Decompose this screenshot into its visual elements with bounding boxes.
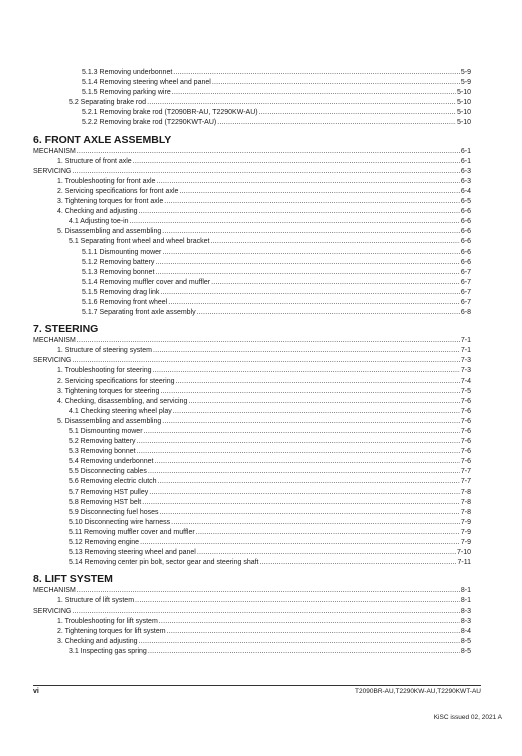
dot-leader — [139, 637, 460, 647]
toc-entry[interactable] — [33, 98, 471, 108]
dot-leader — [72, 607, 459, 617]
toc-entry[interactable] — [33, 607, 471, 617]
toc-entry-title: 1. Troubleshooting for steering — [57, 367, 152, 375]
dot-leader — [142, 498, 460, 508]
toc-entry-page: 7-9 — [460, 528, 471, 536]
toc-entry[interactable] — [33, 187, 471, 197]
toc-entry-page: 7-8 — [460, 488, 471, 496]
dot-leader — [133, 157, 460, 167]
toc-entry[interactable] — [33, 248, 471, 258]
toc-entry-page: 7-6 — [460, 438, 471, 446]
dot-leader — [155, 258, 460, 268]
toc-entry-page: 6-1 — [460, 157, 471, 165]
toc-entry[interactable] — [33, 308, 471, 318]
toc-entry-page: 5-10 — [456, 89, 471, 97]
toc-entry-title: 5.2 Separating brake rod — [69, 99, 147, 107]
toc-entry[interactable] — [33, 397, 471, 407]
toc-entry[interactable] — [33, 407, 471, 417]
toc-entry-title: 5.11 Removing muffler cover and muffler — [69, 528, 195, 536]
dot-leader — [210, 237, 459, 247]
toc-entry[interactable] — [33, 366, 471, 376]
dot-leader — [137, 447, 460, 457]
toc-entry-page: 7-7 — [460, 468, 471, 476]
toc-entry[interactable] — [33, 387, 471, 397]
toc-entry-page: 6-6 — [460, 248, 471, 256]
toc-entry[interactable] — [33, 467, 471, 477]
toc-entry-page: 7-9 — [460, 539, 471, 547]
toc-entry-page: 8-1 — [460, 597, 471, 605]
dot-leader — [149, 488, 460, 498]
toc-entry-page: 7-3 — [460, 367, 471, 375]
toc-entry-title: 4.1 Checking steering wheel play — [69, 407, 172, 415]
toc-entry[interactable] — [33, 167, 471, 177]
toc-entry[interactable] — [33, 427, 471, 437]
dot-leader — [259, 108, 456, 118]
toc-entry-title: SERVICING — [33, 607, 72, 615]
toc-entry-title: MECHANISM — [33, 147, 76, 155]
dot-leader — [188, 397, 460, 407]
dot-leader — [140, 538, 460, 548]
toc-entry-page: 8-3 — [460, 607, 471, 615]
dot-leader — [173, 407, 460, 417]
toc-entry-title: 5. Disassembling and assembling — [57, 417, 162, 425]
toc-entry-page: 7-8 — [460, 498, 471, 506]
dot-leader — [137, 437, 460, 447]
toc-entry-title: 5.1.6 Removing front wheel — [82, 298, 168, 306]
toc-entry[interactable] — [33, 377, 471, 387]
toc-entry-page: 7-5 — [460, 387, 471, 395]
toc-entry-page: 6-3 — [460, 167, 471, 175]
toc-entry-page: 6-3 — [460, 177, 471, 185]
toc-entry-title: 5.8 Removing HST belt — [69, 498, 142, 506]
toc-entry[interactable] — [33, 447, 471, 457]
toc-entry-page: 7-8 — [460, 508, 471, 516]
toc-entry[interactable] — [33, 336, 471, 346]
toc-entry[interactable] — [33, 346, 471, 356]
dot-leader — [176, 377, 460, 387]
toc-entry-page: 7-6 — [460, 448, 471, 456]
toc-entry-page: 7-3 — [460, 357, 471, 365]
toc-entry[interactable] — [33, 457, 471, 467]
toc-entry-title: 5.1 Separating front wheel and wheel bracket — [69, 238, 210, 246]
toc-entry[interactable] — [33, 558, 471, 568]
toc-entry[interactable] — [33, 298, 471, 308]
toc-entry[interactable] — [33, 157, 471, 167]
dot-leader — [162, 227, 460, 237]
table-of-contents — [33, 68, 471, 657]
dot-leader — [167, 627, 460, 637]
toc-entry-title: 5. Disassembling and assembling — [57, 228, 162, 236]
toc-entry-page: 5-10 — [456, 109, 471, 117]
toc-entry-title: 1. Structure of lift system — [57, 597, 135, 605]
toc-entry[interactable] — [33, 68, 471, 78]
toc-entry-title: 5.1.4 Removing muffler cover and muffler — [82, 278, 211, 286]
toc-entry-title: 5.10 Disconnecting wire harness — [69, 518, 171, 526]
toc-entry-title: 2. Tightening torques for lift system — [57, 627, 166, 635]
toc-entry-page: 8-1 — [460, 587, 471, 595]
dot-leader — [72, 167, 459, 177]
toc-entry[interactable] — [33, 508, 471, 518]
section-heading: 6. FRONT AXLE ASSEMBLY — [33, 133, 172, 146]
toc-entry-title: 5.3 Removing bonnet — [69, 448, 136, 456]
toc-entry[interactable] — [33, 207, 471, 217]
toc-entry-page: 7-6 — [460, 397, 471, 405]
toc-entry[interactable] — [33, 647, 471, 657]
toc-entry[interactable] — [33, 147, 471, 157]
toc-entry-title: 5.9 Disconnecting fuel hoses — [69, 508, 159, 516]
toc-entry-page: 8-5 — [460, 637, 471, 645]
toc-entry-title: 3. Tightening torques for steering — [57, 387, 160, 395]
dot-leader — [160, 508, 460, 518]
toc-entry[interactable] — [33, 118, 471, 128]
toc-entry[interactable] — [33, 197, 471, 207]
dot-leader — [139, 207, 460, 217]
dot-leader — [212, 78, 460, 88]
dot-leader — [197, 548, 456, 558]
dot-leader — [211, 278, 460, 288]
toc-entry-title: 5.7 Removing HST pulley — [69, 488, 149, 496]
toc-entry-page: 6-6 — [460, 228, 471, 236]
toc-entry[interactable] — [33, 617, 471, 627]
toc-entry-title: 5.1.5 Removing parking wire — [82, 89, 171, 97]
toc-entry-page: 6-7 — [460, 298, 471, 306]
toc-entry[interactable] — [33, 217, 471, 227]
toc-entry[interactable] — [33, 227, 471, 237]
toc-entry-page: 5-10 — [456, 119, 471, 127]
toc-entry-title: 3.1 Inspecting gas spring — [69, 647, 147, 655]
toc-entry-title: SERVICING — [33, 167, 72, 175]
dot-leader — [164, 197, 460, 207]
dot-leader — [155, 268, 459, 278]
toc-entry-page: 6-1 — [460, 147, 471, 155]
toc-entry-page: 7-10 — [456, 549, 471, 557]
section-heading: 7. STEERING — [33, 323, 99, 336]
dot-leader — [153, 366, 460, 376]
dot-leader — [147, 98, 456, 108]
dot-leader — [196, 528, 460, 538]
toc-entry-title: 2. Servicing specifications for front axle — [57, 187, 179, 195]
toc-entry[interactable] — [33, 518, 471, 528]
dot-leader — [172, 88, 456, 98]
toc-entry-title: 5.1.7 Separating front axle assembly — [82, 309, 196, 317]
toc-entry[interactable] — [33, 177, 471, 187]
toc-entry-title: 2. Servicing specifications for steering — [57, 377, 175, 385]
dot-leader — [162, 417, 460, 427]
toc-entry-page: 8-4 — [460, 627, 471, 635]
toc-entry[interactable] — [33, 538, 471, 548]
dot-leader — [144, 427, 460, 437]
page-footer — [33, 685, 481, 695]
dot-leader — [171, 518, 460, 528]
toc-entry-page: 6-7 — [460, 268, 471, 276]
toc-entry[interactable] — [33, 437, 471, 447]
toc-entry[interactable] — [33, 488, 471, 498]
page-number: vi — [33, 688, 39, 695]
dot-leader — [77, 147, 460, 157]
dot-leader — [158, 477, 460, 487]
toc-entry-title: 5.1.5 Removing drag link — [82, 288, 160, 296]
toc-entry-title: 5.13 Removing steering wheel and panel — [69, 549, 196, 557]
dot-leader — [135, 596, 460, 606]
toc-entry-title: 4. Checking, disassembling, and servicing — [57, 397, 188, 405]
toc-entry-title: 5.12 Removing engine — [69, 539, 140, 547]
dot-leader — [168, 298, 460, 308]
dot-leader — [217, 118, 456, 128]
toc-entry-page: 7-6 — [460, 407, 471, 415]
dot-leader — [153, 346, 460, 356]
model-numbers: T2090BR-AU,T2290KW-AU,T2290KWT-AU — [355, 688, 481, 695]
dot-leader — [148, 647, 460, 657]
toc-entry-title: 1. Troubleshooting for lift system — [57, 617, 158, 625]
toc-entry-title: 1. Structure of front axle — [57, 157, 132, 165]
toc-entry-title: 1. Troubleshooting for front axle — [57, 177, 156, 185]
dot-leader — [77, 586, 460, 596]
toc-entry[interactable] — [33, 528, 471, 538]
toc-entry-page: 5-9 — [460, 69, 471, 76]
toc-entry-title: 5.14 Removing center pin bolt, sector gear and steering shaft — [69, 559, 259, 567]
toc-entry-page: 7-1 — [460, 337, 471, 345]
dot-leader — [159, 617, 460, 627]
toc-entry[interactable] — [33, 586, 471, 596]
toc-entry-title: 5.2 Removing battery — [69, 438, 136, 446]
dot-leader — [130, 217, 460, 227]
toc-entry[interactable] — [33, 108, 471, 118]
toc-entry[interactable] — [33, 498, 471, 508]
dot-leader — [179, 187, 459, 197]
dot-leader — [77, 336, 460, 346]
dot-leader — [260, 558, 457, 568]
toc-entry[interactable] — [33, 78, 471, 88]
toc-entry-page: 5-9 — [460, 79, 471, 87]
dot-leader — [72, 356, 459, 366]
dot-leader — [173, 68, 460, 78]
toc-entry-page: 6-5 — [460, 198, 471, 206]
toc-entry[interactable] — [33, 627, 471, 637]
toc-entry[interactable] — [33, 417, 471, 427]
toc-entry-title: 5.1.2 Removing battery — [82, 258, 155, 266]
toc-entry-page: 6-8 — [460, 309, 471, 317]
toc-entry[interactable] — [33, 477, 471, 487]
toc-entry-title: 5.5 Disconnecting cables — [69, 468, 147, 476]
toc-entry-page: 6-7 — [460, 288, 471, 296]
toc-entry-title: MECHANISM — [33, 587, 76, 595]
toc-entry-title: 4.1 Adjusting toe-in — [69, 218, 129, 226]
toc-entry-title: SERVICING — [33, 357, 72, 365]
toc-entry[interactable] — [33, 88, 471, 98]
toc-entry-title: 5.2.1 Removing brake rod (T2090BR-AU, T2290KW-AU) — [82, 109, 258, 117]
toc-entry-title: 5.6 Removing electric clutch — [69, 478, 157, 486]
toc-entry-title: 1. Structure of steering system — [57, 347, 152, 355]
dot-leader — [156, 177, 459, 187]
toc-entry-page: 7-9 — [460, 518, 471, 526]
toc-entry-page: 7-7 — [460, 478, 471, 486]
dot-leader — [154, 457, 459, 467]
toc-entry[interactable] — [33, 356, 471, 366]
toc-entry[interactable] — [33, 637, 471, 647]
dot-leader — [160, 288, 459, 298]
toc-entry-page: 5-10 — [456, 99, 471, 107]
toc-entry[interactable] — [33, 278, 471, 288]
toc-entry-title: MECHANISM — [33, 337, 76, 345]
toc-entry-page: 7-6 — [460, 417, 471, 425]
toc-entry-title: 5.1.3 Removing bonnet — [82, 268, 155, 276]
issue-note: KiSC issued 02, 2021 A — [433, 714, 502, 721]
toc-entry-page: 7-6 — [460, 458, 471, 466]
toc-entry-page: 8-5 — [460, 647, 471, 655]
toc-entry-page: 6-6 — [460, 218, 471, 226]
toc-entry-page: 6-6 — [460, 238, 471, 246]
toc-entry[interactable] — [33, 237, 471, 247]
toc-entry-page: 6-4 — [460, 187, 471, 195]
toc-entry-title: 5.1 Dismounting mower — [69, 428, 143, 435]
toc-entry-page: 7-11 — [457, 559, 471, 567]
toc-entry[interactable] — [33, 548, 471, 558]
dot-leader — [197, 308, 460, 318]
toc-entry[interactable] — [33, 596, 471, 606]
toc-entry-page: 6-6 — [460, 208, 471, 216]
toc-entry-page: 7-1 — [460, 347, 471, 355]
toc-entry-page: 7-4 — [460, 377, 471, 385]
toc-entry[interactable] — [33, 288, 471, 298]
section-heading: 8. LIFT SYSTEM — [33, 573, 113, 586]
toc-entry-page: 6-6 — [460, 258, 471, 266]
toc-entry-title: 5.4 Removing underbonnet — [69, 458, 154, 466]
toc-entry-title: 5.1.3 Removing underbonnet — [82, 69, 173, 76]
dot-leader — [160, 387, 460, 397]
toc-entry-title: 5.1.4 Removing steering wheel and panel — [82, 79, 211, 87]
dot-leader — [148, 467, 460, 477]
toc-entry-title: 5.1.1 Dismounting mower — [82, 248, 162, 256]
toc-entry-title: 5.2.2 Removing brake rod (T2290KWT-AU) — [82, 119, 217, 127]
toc-entry-title: 4. Checking and adjusting — [57, 208, 138, 216]
toc-entry[interactable] — [33, 258, 471, 268]
toc-entry-page: 8-3 — [460, 617, 471, 625]
toc-entry-title: 3. Tightening torques for front axle — [57, 198, 164, 206]
dot-leader — [162, 248, 460, 258]
toc-entry[interactable] — [33, 268, 471, 278]
toc-entry-title: 3. Checking and adjusting — [57, 637, 138, 645]
toc-entry-page: 7-6 — [460, 428, 471, 435]
toc-entry-page: 6-7 — [460, 278, 471, 286]
